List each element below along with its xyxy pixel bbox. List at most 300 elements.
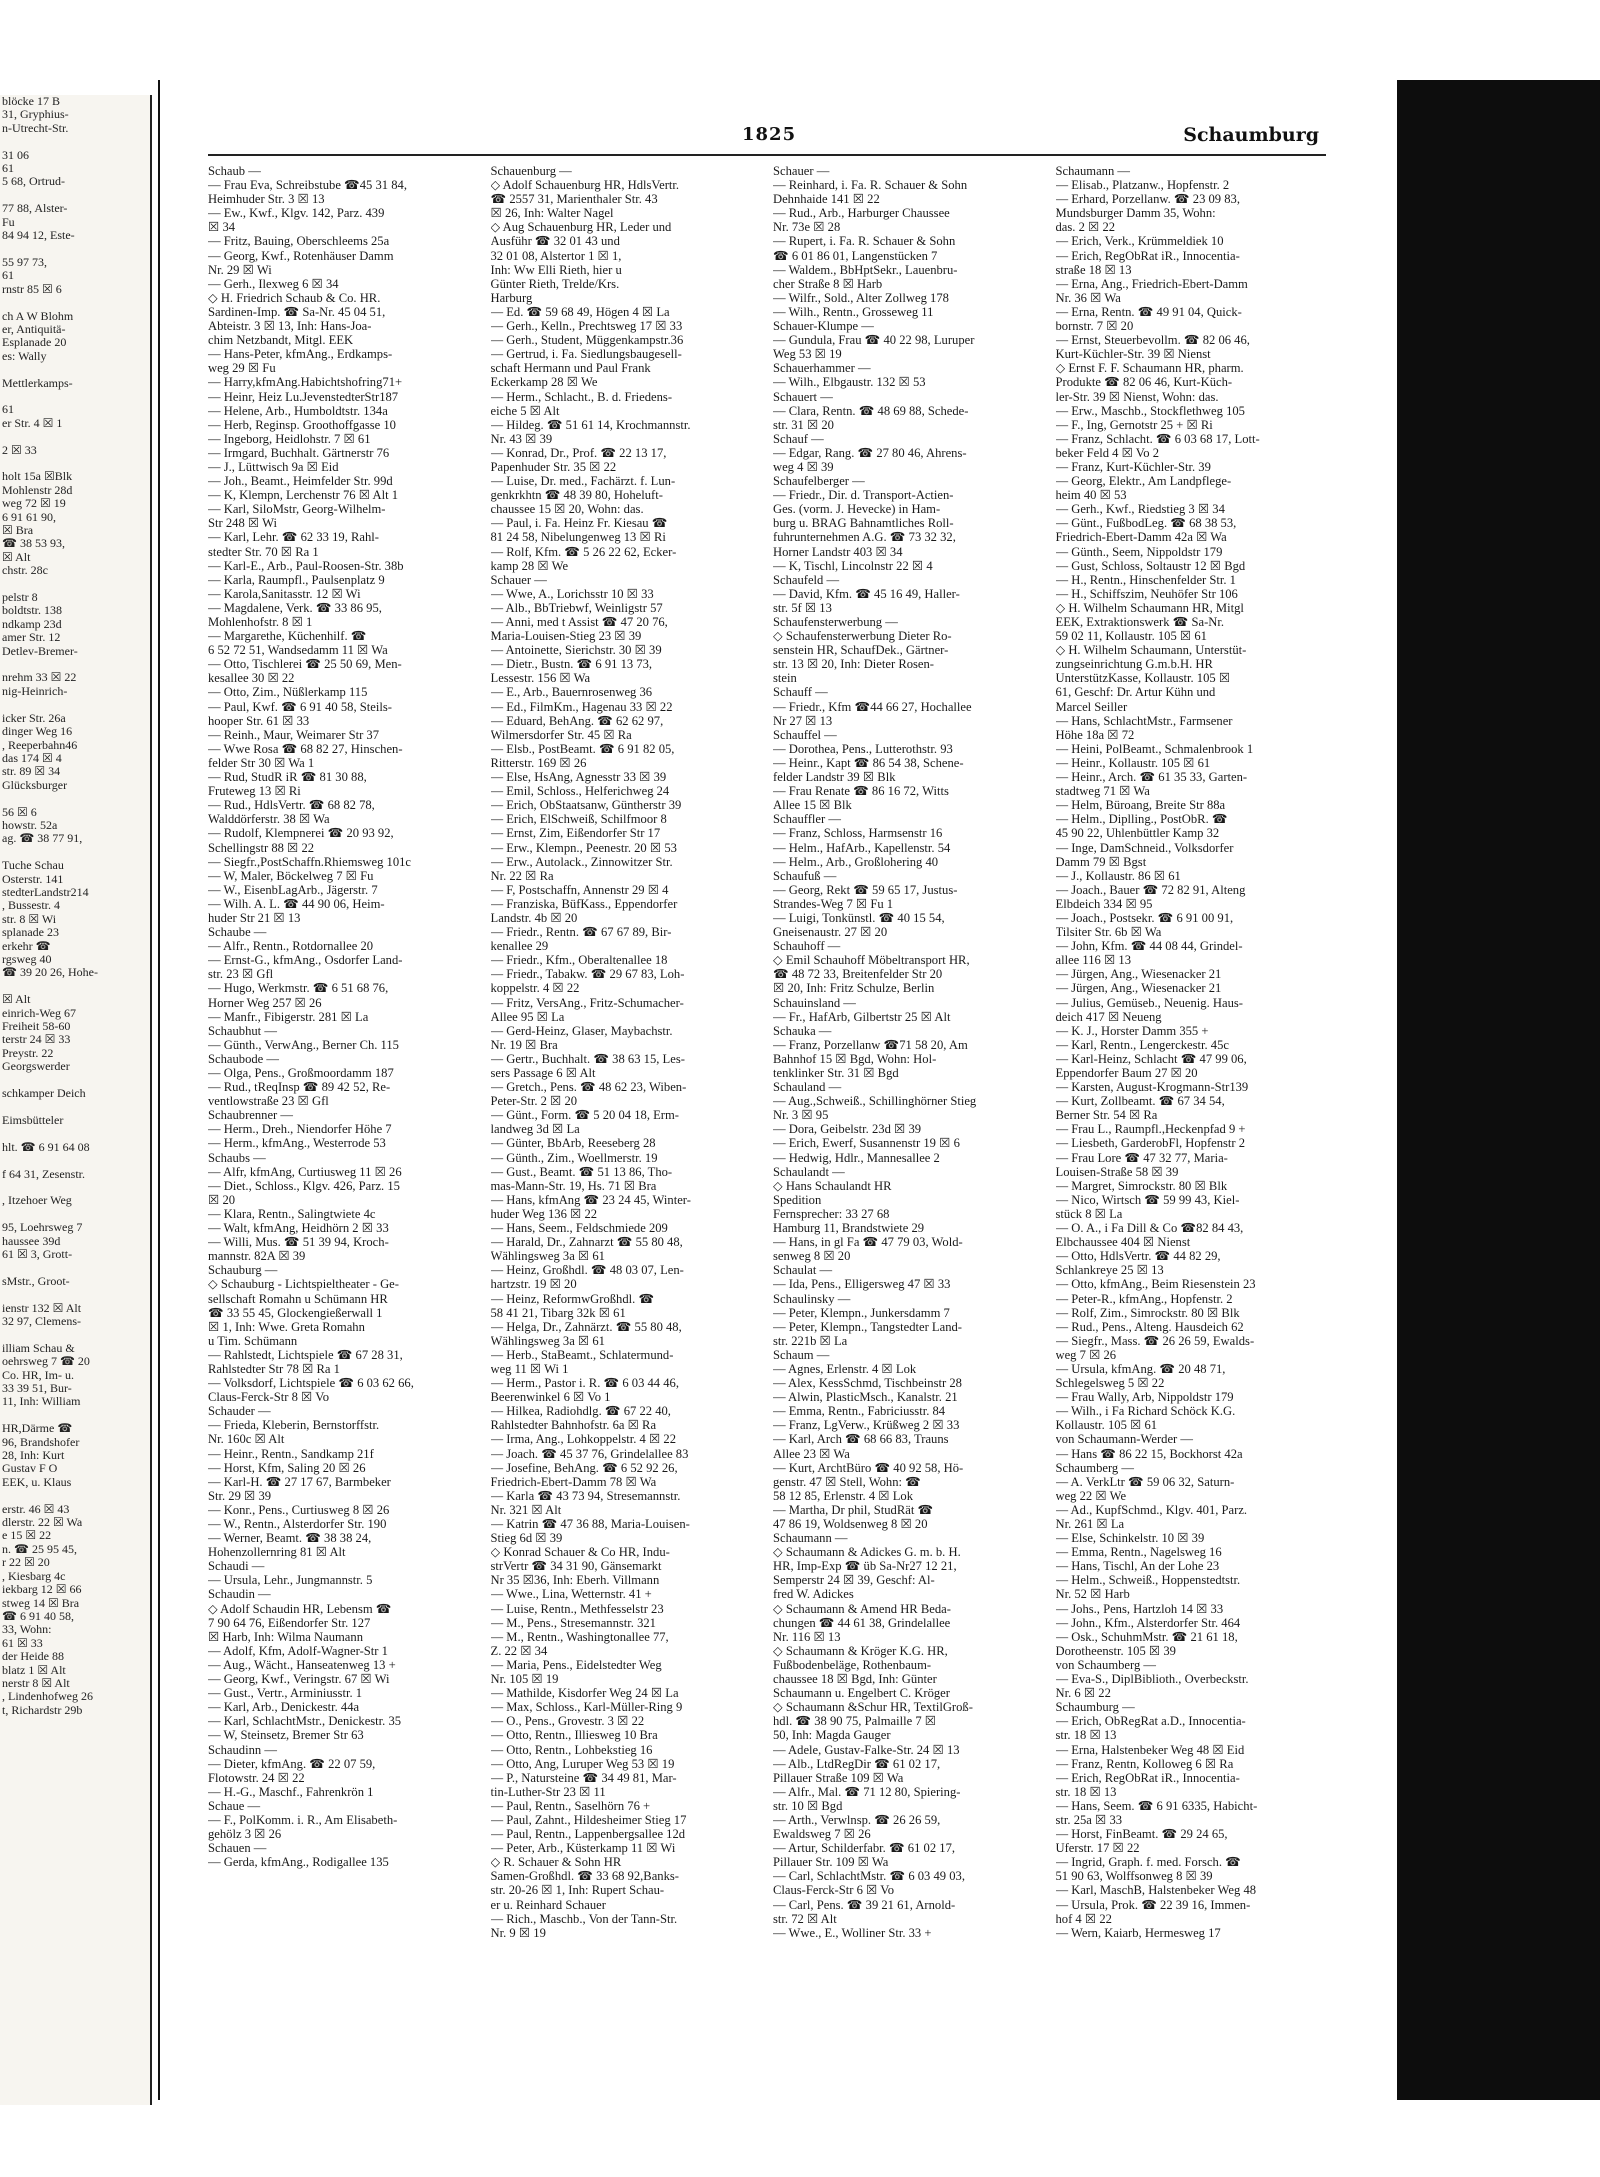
facing-page-line: blatz 1 ☒ Alt [2, 1662, 66, 1677]
directory-line: str. 31 ☒ 20 [773, 417, 834, 432]
directory-line: str. 18 ☒ 13 [1055, 1784, 1117, 1799]
directory-line: — Hugo, Werkmstr. ☎ 6 51 68 76, [208, 981, 389, 996]
directory-line: Hamburg 11, Brandstwiete 29 [773, 1221, 925, 1236]
facing-page-line: Mohlenstr 28d [2, 482, 73, 497]
directory-line: — Erich, ObStaatsanw, Güntherstr 39 [490, 798, 682, 813]
facing-page-line [0, 578, 150, 591]
directory-line: Ewaldsweg 7 ☒ 26 [773, 1827, 871, 1842]
directory-line: — W., EisenbLagArb., Jägerstr. 7 [208, 882, 378, 897]
directory-line: ☒ 26, Inh: Walter Nagel [490, 206, 614, 221]
directory-line: Nr 35 ☒36, Inh: Eberh. Villmann [490, 1573, 660, 1588]
facing-page-line: ☒ Alt [2, 992, 31, 1007]
directory-line: Z. 22 ☒ 34 [490, 1643, 548, 1658]
page-header [160, 124, 1397, 154]
directory-line: Louisen-Straße 58 ☒ 39 [1055, 1164, 1179, 1179]
directory-line: — Joach. ☎ 45 37 76, Grindelallee 83 [490, 1446, 689, 1461]
directory-line: — Wwe, A., Lorichsstr 10 ☒ 33 [490, 586, 654, 601]
directory-line: Beerenwinkel 6 ☒ Vo 1 [490, 1390, 611, 1405]
directory-line: Nr. 36 ☒ Wa [1055, 290, 1121, 305]
facing-page-line: 33 39 51, Bur- [2, 1381, 72, 1395]
directory-line: hof 4 ☒ 22 [1055, 1911, 1112, 1926]
directory-line: Walddörferstr. 38 ☒ Wa [208, 812, 330, 827]
directory-line: — Erich, ObRegRat a.D., Innocentia- [1055, 1714, 1246, 1729]
facing-page-line: n. ☎ 25 95 45, [2, 1541, 77, 1556]
directory-line: stadtweg 71 ☒ Wa [1055, 784, 1150, 799]
facing-page-line: schkamper Deich [2, 1086, 86, 1101]
facing-page-line: 33, Wohn: [2, 1622, 52, 1637]
directory-line: — Franz, Kurt-Küchler-Str. 39 [1055, 459, 1211, 474]
directory-line: ◇ R. Schauer & Sohn HR [490, 1855, 622, 1870]
directory-line: ◇ Schauburg - Lichtspieltheater - Ge- [208, 1277, 399, 1292]
directory-line: Nr. 73e ☒ 28 [773, 220, 841, 235]
directory-line: — Heini, PolBeamt., Schmalenbrook 1 [1055, 741, 1254, 756]
directory-line: Elbchaussee 404 ☒ Nienst [1055, 1235, 1191, 1250]
facing-page-line: weg 72 ☒ 19 [2, 496, 66, 511]
directory-line: er u. Reinhard Schauer [490, 1897, 606, 1912]
directory-line: ◇ H. Wilhelm Schaumann, Unterstüt- [1055, 643, 1247, 658]
directory-line: — Wilh., i Fa Richard Schöck K.G. [1055, 1404, 1236, 1419]
facing-page-line: Esplanade 20 [2, 335, 67, 350]
directory-line: — W, Steinsetz, Bremer Str 63 [208, 1728, 364, 1743]
directory-line: — Emma, Rentn., Fabriciusstr. 84 [773, 1404, 946, 1419]
directory-line: — W., Rentn., Alsterdorfer Str. 190 [208, 1517, 387, 1531]
directory-line: — Dora, Geibelstr. 23d ☒ 39 [773, 1122, 922, 1137]
directory-line: beker Feld 4 ☒ Vo 2 [1055, 445, 1160, 460]
facing-page-line: rnstr 85 ☒ 6 [2, 281, 62, 296]
directory-line: Allee 15 ☒ Blk [773, 798, 852, 813]
directory-line: Schauerhammer — [773, 361, 871, 376]
directory-line: — Günth., Zim., Woellmerstr. 19 [490, 1150, 658, 1165]
facing-page-line: 11, Inh: William [2, 1394, 81, 1409]
facing-page-line: Osterstr. 141 [2, 871, 64, 886]
facing-page-line: boldtstr. 138 [2, 603, 63, 618]
directory-line: — Franz, Rentn, Kolloweg 6 ☒ Ra [1055, 1756, 1234, 1771]
facing-page-line: , Reeperbahn46 [2, 737, 78, 752]
facing-page-line [0, 390, 150, 403]
directory-line: — Günth., VerwAng., Berner Ch. 115 [208, 1037, 399, 1052]
directory-line: 32 01 08, Alstertor 1 ☒ 1, [490, 248, 622, 263]
directory-line: sellschaft Romahn u Schümann HR [208, 1291, 388, 1306]
directory-line: Schaubs — [208, 1150, 266, 1165]
directory-line: Allee 95 ☒ La [490, 1009, 565, 1024]
directory-line: — Fritz, VersAng., Fritz-Schumacher- [490, 995, 684, 1010]
directory-line: — Jürgen, Ang., Wiesenacker 21 [1055, 981, 1222, 996]
directory-line: — Aug.,Schweiß., Schillinghörner Stieg [773, 1094, 977, 1109]
directory-line: — M., Rentn., Washingtonallee 77, [490, 1629, 669, 1644]
directory-line: — Günt., Form. ☎ 5 20 04 18, Erm- [490, 1108, 679, 1123]
facing-page-line [0, 1154, 150, 1167]
directory-line: Schaufeld — [773, 572, 840, 587]
directory-line: — Adolf, Kfm, Adolf-Wagner-Str 1 [208, 1643, 388, 1658]
directory-line: — Paul, Kwf. ☎ 6 91 40 58, Steils- [208, 699, 392, 714]
directory-line: — Wern, Kaiarb, Hermesweg 17 [1055, 1925, 1221, 1940]
directory-line: Dorotheenstr. 105 ☒ 39 [1055, 1643, 1176, 1658]
directory-line: Abteistr. 3 ☒ 13, Inh: Hans-Joa- [208, 319, 372, 334]
directory-line: Weg 53 ☒ 19 [773, 347, 842, 362]
directory-line: — Ursula, kfmAng. ☎ 20 48 71, [1055, 1361, 1226, 1376]
directory-line: — Georg, Kwf., Rotenhäuser Damm [208, 248, 394, 263]
directory-line: — Arth., Verwlnsp. ☎ 26 26 59, [773, 1812, 941, 1827]
directory-line: — Luise, Dr. med., Fachärzt. f. Lun- [490, 474, 676, 489]
directory-line: Berner Str. 54 ☒ Ra [1055, 1108, 1158, 1123]
directory-line: Schlegelsweg 5 ☒ 22 [1055, 1376, 1165, 1391]
page-number: 1825 [742, 124, 797, 145]
directory-line: ◇ H. Friedrich Schaub & Co. HR. [208, 290, 381, 305]
directory-line: — H., Schiffszim, Neuhöfer Str 106 [1055, 586, 1238, 601]
directory-line: — Otto, Rentn., Illiesweg 10 Bra [490, 1728, 658, 1743]
directory-line: — Erw., Maschb., Stockflethweg 105 [1055, 403, 1245, 418]
directory-line: ◇ Adolf Schaudin HR, Lebensm ☎ [208, 1601, 392, 1616]
facing-page-line: ☒ Alt [2, 549, 31, 564]
directory-line: ◇ Hans Schaulandt HR [773, 1178, 892, 1193]
directory-line: Dehnhaide 141 ☒ 22 [773, 192, 880, 207]
directory-line: — Karl, Lehr. ☎ 62 33 19, Rahl- [208, 530, 379, 545]
directory-line: — Paul, Zahnt., Hildesheimer Stieg 17 [490, 1812, 687, 1827]
directory-line: kesallee 30 ☒ 22 [208, 671, 295, 686]
directory-line: — Erw., Klempn., Peenestr. 20 ☒ 53 [490, 840, 677, 855]
facing-page-line: terstr 24 ☒ 33 [2, 1032, 71, 1047]
facing-page-line: , Bussestr. 4 [2, 898, 61, 913]
directory-line: — Erich, ElSchweiß, Schilfmoor 8 [490, 812, 667, 827]
directory-line: huder Str 21 ☒ 13 [208, 910, 301, 925]
directory-line: — Erich, RegObRat iR., Innocentia- [1055, 1770, 1240, 1785]
directory-line: ☎ 33 55 45, Glockengießerwall 1 [208, 1305, 383, 1320]
directory-line: — Rud., Pens., Alteng. Hausdeich 62 [1055, 1319, 1244, 1334]
facing-page-line: , Lindenhofweg 26 [2, 1689, 93, 1704]
directory-line: — Eva-S., DiplBiblioth., Overbeckstr. [1055, 1672, 1249, 1687]
directory-line: Bahnhof 15 ☒ Bgd, Wohn: Hol- [773, 1051, 937, 1066]
directory-line: stein [773, 671, 797, 686]
directory-line: ☒ 1, Inh: Wwe. Greta Romahn [208, 1319, 365, 1334]
directory-line: — Artur, Schilderfabr. ☎ 61 02 17, [773, 1841, 956, 1856]
facing-page-line [0, 980, 150, 993]
directory-line: — Peter, Klempn., Tangstedter Land- [773, 1319, 962, 1334]
directory-line: ◇ Ernst F. F. Schaumann HR, pharm. [1055, 361, 1244, 376]
directory-line: genstr. 47 ☒ Stell, Wohn: ☎ [773, 1474, 921, 1489]
directory-line: Schaumburg — [1055, 1700, 1135, 1715]
directory-line: Schaulinsky — [773, 1291, 851, 1306]
directory-line: — Ingeborg, Heidlohstr. 7 ☒ 61 [208, 431, 371, 446]
directory-line: — Hans, SchlachtMstr., Farmsener [1055, 713, 1233, 728]
facing-page-line: 95, Loehrsweg 7 [2, 1220, 83, 1235]
facing-page-line: 28, Inh: Kurt [2, 1448, 65, 1463]
facing-page-line: es: Wally [2, 348, 47, 363]
facing-page-line: Preystr. 22 [2, 1045, 54, 1060]
directory-line: ◇ Adolf Schauenburg HR, HdlsVertr. [490, 178, 680, 193]
directory-line: Tilsiter Str. 6b ☒ Wa [1055, 925, 1162, 940]
directory-line: Nr. 160c ☒ Alt [208, 1432, 285, 1447]
facing-page-line: ch A W Blohm [2, 308, 74, 323]
directory-line: Schaube — [208, 925, 267, 940]
directory-line: Str. 29 ☒ 39 [208, 1488, 272, 1503]
facing-page-line: 6 91 61 90, [2, 509, 56, 524]
directory-line: — Alex, KessSchmd, Tischbeinstr 28 [773, 1376, 962, 1391]
facing-page-line: nig-Heinrich- [2, 683, 68, 698]
directory-line: — Heinr, Heiz Lu.JevenstedterStr187 [208, 389, 399, 404]
directory-line: ☎ 2557 31, Marienthaler Str. 43 [490, 192, 658, 207]
facing-page-line: Georgswerder [2, 1059, 70, 1074]
directory-line: Schauer — [490, 572, 547, 587]
directory-line: — Irmgard, Buchhalt. Gärtnerstr 76 [208, 445, 390, 460]
directory-line: cher Straße 8 ☒ Harb [773, 276, 883, 291]
facing-page-line: Tuche Schau [2, 858, 64, 873]
directory-line: — Helm., Schweiß., Hoppenstedtstr. [1055, 1573, 1241, 1588]
directory-line: — Kurt, ArchtBüro ☎ 40 92 58, Hö- [773, 1460, 964, 1475]
directory-line: — Konrad, Dr., Prof. ☎ 22 13 17, [490, 445, 667, 460]
directory-line: Hohenzollernring 81 ☒ Alt [208, 1545, 346, 1560]
directory-line: Rahlstedter Bahnhofstr. 6a ☒ Ra [490, 1418, 657, 1433]
directory-line: — Fr., HafArb, Gilbertstr 25 ☒ Alt [773, 1009, 951, 1024]
directory-line: weg 7 ☒ 26 [1055, 1347, 1117, 1362]
facing-page-line: str. 89 ☒ 34 [2, 764, 61, 779]
column-4 [1056, 164, 1327, 2084]
directory-line: — Wwe., Lina, Wetternstr. 41 + [490, 1587, 652, 1602]
directory-line: Fernsprecher: 33 27 68 [773, 1206, 890, 1221]
facing-page-line: Co. HR, Im- u. [2, 1367, 74, 1382]
facing-page-line: 96, Brandshofer [2, 1434, 80, 1449]
directory-line: zungseinrichtung G.m.b.H. HR [1055, 657, 1213, 672]
directory-line: — Herm., kfmAng., Westerrode 53 [208, 1136, 386, 1151]
directory-line: — Emil, Schloss., Helferichweg 24 [490, 784, 670, 799]
directory-line: — Otto, Rentn., Lohbekstieg 16 [490, 1742, 653, 1757]
directory-line: Horner Weg 257 ☒ 26 [208, 995, 322, 1010]
facing-page-line: iekbarg 12 ☒ 66 [2, 1582, 82, 1597]
directory-line: Schaumberg — [1055, 1460, 1134, 1475]
directory-line: — Else, HsAng, Agnesstr 33 ☒ 39 [490, 770, 667, 785]
directory-line: — Hans, Tischl, An der Lohe 23 [1055, 1559, 1220, 1574]
directory-line: — Karl, Arb., Denickestr. 44a [208, 1700, 360, 1715]
directory-line: Schaudinn — [208, 1742, 277, 1757]
directory-line: — Rud, StudR iR ☎ 81 30 88, [208, 770, 367, 785]
directory-line: heim 40 ☒ 53 [1055, 488, 1127, 503]
column-3 [773, 164, 1044, 2084]
directory-line: ☒ Harb, Inh: Wilma Naumann [208, 1629, 363, 1644]
directory-line: str. 20-26 ☒ 1, Inh: Rupert Schau- [490, 1883, 665, 1898]
directory-line: Nr. 3 ☒ 95 [773, 1108, 829, 1123]
directory-line: kamp 28 ☒ We [490, 558, 569, 573]
directory-line: — Alwin, PlasticMsch., Kanalstr. 21 [773, 1390, 958, 1405]
directory-line: fuhrunternehmen A.G. ☎ 73 32 32, [773, 530, 956, 545]
directory-line: Pillauer Str. 109 ☒ Wa [773, 1855, 889, 1870]
directory-line: — Dieter, kfmAng. ☎ 22 07 59, [208, 1756, 376, 1771]
facing-page-line: ienstr 132 ☒ Alt [2, 1300, 82, 1315]
directory-line: weg 4 ☒ 39 [773, 459, 834, 474]
directory-line: — Paul, Rentn., Saselhörn 76 + [490, 1798, 651, 1813]
directory-line: 50, Inh: Magda Gauger [773, 1728, 891, 1743]
directory-line: — Franz, Schloss, Harmsenstr 16 [773, 826, 943, 841]
facing-page-line [0, 1074, 150, 1087]
directory-line: Wählingsweg 3a ☒ 61 [490, 1333, 605, 1348]
directory-line: — Karl, Arch ☎ 68 66 83, Trauns [773, 1432, 949, 1447]
directory-line: 47 86 19, Woldsenweg 8 ☒ 20 [773, 1517, 928, 1531]
directory-line: — Gerh., Kelln., Prechtsweg 17 ☒ 33 [490, 319, 683, 334]
directory-line: — Georg, Rekt ☎ 59 65 17, Justus- [773, 882, 958, 897]
directory-line: — Joach., Bauer ☎ 72 82 91, Alteng [1055, 882, 1246, 897]
directory-line: — Erich, Verk., Krümmeldiek 10 [1055, 234, 1224, 249]
directory-line: — Jürgen, Ang., Wiesenacker 21 [1055, 967, 1222, 982]
directory-line: — Franz, Schlacht. ☎ 6 03 68 17, Lott- [1055, 431, 1260, 446]
directory-line: — Friedr., Rentn. ☎ 67 67 89, Bir- [490, 925, 672, 940]
directory-line: — Franz, Porzellanw ☎71 58 20, Am [773, 1037, 968, 1052]
facing-page-line: erstr. 46 ☒ 43 [2, 1501, 70, 1516]
facing-page-line: Fu [2, 214, 15, 229]
directory-line: — Erich, Ewerf, Susannenstr 19 ☒ 6 [773, 1136, 960, 1151]
directory-line: — Gretch., Pens. ☎ 48 62 23, Wiben- [490, 1080, 687, 1095]
directory-columns [208, 164, 1326, 2084]
directory-line: Günter Rieth, Trelde/Krs. [490, 276, 620, 291]
directory-line: Ausführ ☎ 32 01 43 und [490, 234, 620, 249]
directory-line: — Heinr., Rentn., Sandkamp 21f [208, 1446, 374, 1461]
directory-line: — Helene, Arb., Humboldtstr. 134a [208, 403, 388, 418]
directory-line: allee 116 ☒ 13 [1055, 953, 1132, 968]
directory-line: — Hans, Seem., Feldschmiede 209 [490, 1221, 668, 1236]
facing-page-line: oehrsweg 7 ☎ 20 [2, 1354, 90, 1369]
scan-border [1395, 80, 1600, 2100]
directory-line: — Werner, Beamt. ☎ 38 38 24, [208, 1531, 372, 1546]
column-2 [491, 164, 762, 2084]
directory-line: Schaumann u. Engelbert C. Kröger [773, 1686, 950, 1701]
directory-line: — Erw., Autolack., Zinnowitzer Str. [490, 854, 673, 869]
directory-line: — Clara, Rentn. ☎ 48 69 88, Schede- [773, 403, 969, 418]
facing-page-line: 61 [2, 402, 14, 417]
facing-page-line: 31 06 [2, 147, 29, 162]
facing-page-line: ☒ Bra [2, 523, 34, 537]
running-head: Schaumburg [1183, 124, 1319, 146]
directory-line: — Karl-E., Arb., Paul-Roosen-Str. 38b [208, 558, 404, 573]
directory-line: Eppendorfer Baum 27 ☒ 20 [1055, 1066, 1198, 1080]
directory-line: — H., Rentn., Hinschenfelder Str. 1 [1055, 572, 1236, 587]
directory-line: — Peter, Arb., Küsterkamp 11 ☒ Wi [490, 1841, 676, 1856]
directory-line: — Harald, Dr., Zahnarzt ☎ 55 80 48, [490, 1235, 683, 1250]
directory-line: — Gust., Vertr., Arminiusstr. 1 [208, 1686, 363, 1701]
directory-line: Schlankreye 25 ☒ 13 [1055, 1263, 1164, 1278]
directory-line: — Karl, SiloMstr, Georg-Wilhelm- [208, 502, 386, 517]
directory-line: von Schaumberg — [1055, 1657, 1157, 1672]
directory-line: — Luise, Rentn., Methfesselstr 23 [490, 1601, 664, 1616]
directory-line: ◇ Schaumann &Schur HR, TextilGroß- [773, 1700, 973, 1715]
directory-line: sers Passage 6 ☒ Alt [490, 1066, 596, 1080]
facing-page-line: Freiheit 58-60 [2, 1019, 71, 1034]
facing-page-line: hlt. ☎ 6 91 64 08 [2, 1139, 90, 1154]
directory-line: Nr. 19 ☒ Bra [490, 1037, 558, 1052]
directory-line: Papenhuder Str. 35 ☒ 22 [490, 459, 617, 474]
facing-page-line [0, 189, 150, 202]
facing-page-line: holt 15a ☒Blk [2, 469, 73, 484]
directory-line: — David, Kfm. ☎ 45 16 49, Haller- [773, 586, 960, 601]
directory-line: — Karla ☎ 43 73 94, Stresemannstr. [490, 1488, 681, 1503]
directory-line: — Paul, i. Fa. Heinz Fr. Kiesau ☎ [490, 516, 668, 531]
directory-line: — J., Kollaustr. 86 ☒ 61 [1055, 868, 1181, 883]
facing-page-line: 61 [2, 161, 14, 176]
directory-line: — Waldem., BbHptSekr., Lauenbru- [773, 262, 958, 277]
facing-page-line [0, 1288, 150, 1301]
directory-line: — Friedr., Dir. d. Transport-Actien- [773, 488, 954, 503]
directory-line: straße 18 ☒ 13 [1055, 262, 1132, 277]
directory-line: — Olga, Pens., Großmoordamm 187 [208, 1066, 394, 1080]
directory-line: — Günt., FußbodLeg. ☎ 68 38 53, [1055, 516, 1237, 531]
directory-line: — Erna, Rentn. ☎ 49 91 04, Quick- [1055, 304, 1242, 319]
directory-line: — K, Klempn, Lerchenstr 76 ☒ Alt 1 [208, 488, 399, 503]
facing-page-line: howstr. 52a [2, 817, 58, 832]
directory-line: — Erhard, Porzellanw. ☎ 23 09 83, [1055, 192, 1240, 207]
facing-page-line: ag. ☎ 38 77 91, [2, 831, 83, 846]
directory-line: — Margarethe, Küchenhilf. ☎ [208, 629, 367, 644]
directory-line: Nr. 6 ☒ 22 [1055, 1686, 1111, 1701]
directory-line: Claus-Ferck-Str 6 ☒ Vo [773, 1883, 895, 1898]
directory-line: fred W. Adickes [773, 1587, 854, 1602]
facing-page-line: ☎ 38 53 93, [2, 536, 65, 551]
directory-line: — Manfr., Fibigerstr. 281 ☒ La [208, 1009, 369, 1024]
directory-line: — Karl-H. ☎ 27 17 67, Barmbeker [208, 1474, 391, 1489]
directory-line: ☎ 48 72 33, Breitenfelder Str 20 [773, 967, 943, 982]
directory-line: — Irma, Ang., Lohkoppelstr. 4 ☒ 22 [490, 1432, 676, 1447]
directory-line: Schellingstr 88 ☒ 22 [208, 840, 315, 855]
directory-line: — Friedr., Tabakw. ☎ 29 67 83, Loh- [490, 967, 685, 982]
facing-page-line: Detlev-Bremer- [2, 643, 78, 658]
header-rule [208, 154, 1326, 156]
directory-line: chim Netzbandt, Mitgl. EEK [208, 333, 354, 348]
directory-line: — F., PolKomm. i. R., Am Elisabeth- [208, 1812, 398, 1827]
facing-page-line: 5 68, Ortrud- [2, 174, 65, 189]
directory-line: — Dietr., Bustn. ☎ 6 91 13 73, [490, 657, 653, 672]
directory-line: Fruteweg 13 ☒ Ri [208, 784, 301, 799]
directory-line: — Alfr., Mal. ☎ 71 12 80, Spiering- [773, 1784, 961, 1799]
directory-line: deich 417 ☒ Neueng [1055, 1009, 1162, 1024]
directory-line: Schaufelberger — [773, 474, 865, 489]
facing-page-line: icker Str. 26a [2, 710, 66, 725]
directory-line: — Ingrid, Graph. f. med. Forsch. ☎ [1055, 1855, 1241, 1870]
directory-line: — Liesbeth, GarderobFl, Hopfenstr 2 [1055, 1136, 1246, 1151]
directory-line: stück 8 ☒ La [1055, 1206, 1123, 1221]
facing-page-line: 32 97, Clemens- [2, 1313, 81, 1328]
directory-line: Friedrich-Ebert-Damm 78 ☒ Wa [490, 1474, 657, 1489]
facing-page-line [0, 792, 150, 805]
facing-page-line: dlerstr. 22 ☒ Wa [2, 1515, 83, 1530]
directory-line: ◇ Konrad Schauer & Co HR, Indu- [490, 1545, 670, 1560]
facing-page-line: der Heide 88 [2, 1649, 64, 1664]
directory-line: — Ed., FilmKm., Hagenau 33 ☒ 22 [490, 699, 673, 714]
directory-line: Schaulandt — [773, 1164, 845, 1179]
directory-line: — Karl-Heinz, Schlacht ☎ 47 99 06, [1055, 1051, 1247, 1066]
directory-line: — Anni, med t Assist ☎ 47 20 76, [490, 615, 668, 629]
directory-line: — Erna, Ang., Friedrich-Ebert-Damm [1055, 276, 1248, 291]
directory-line: — Georg, Elektr., Am Landpflege- [1055, 474, 1232, 489]
directory-line: — Magdalene, Verk. ☎ 33 86 95, [208, 600, 382, 615]
directory-line: — Karl, Rentn., Lengerckestr. 45c [1055, 1037, 1229, 1052]
directory-line: Wilmersdorfer Str. 45 ☒ Ra [490, 727, 632, 742]
directory-line: — Walt, kfmAng, Heidhörn 2 ☒ 33 [208, 1221, 389, 1236]
directory-line: — Herm., Dreh., Niendorfer Höhe 7 [208, 1122, 392, 1137]
directory-line: — P., Natursteine ☎ 34 49 81, Mar- [490, 1770, 677, 1785]
directory-line: — Frau Wally, Arb, Nippoldstr 179 [1055, 1390, 1234, 1405]
directory-line: Schauenburg — [490, 164, 572, 178]
facing-page-line [0, 658, 150, 671]
facing-page-line: blöcke 17 B [2, 95, 60, 108]
directory-line: — O., Pens., Grovestr. 3 ☒ 22 [490, 1714, 645, 1729]
directory-line: — Peter-R., kfmAng., Hopfenstr. 2 [1055, 1291, 1233, 1306]
directory-line: — Ernst, Zim, Eißendorfer Str 17 [490, 826, 661, 841]
directory-line: Maria-Louisen-Stieg 23 ☒ 39 [490, 629, 642, 644]
directory-line: — Reinhard, i. Fa. R. Schauer & Sohn [773, 178, 968, 193]
directory-line: — Alfr, kfmAng, Curtiusweg 11 ☒ 26 [208, 1164, 402, 1179]
directory-line: landweg 3d ☒ La [490, 1122, 580, 1137]
directory-line: — Frieda, Kleberin, Bernstorffstr. [208, 1418, 380, 1433]
directory-line: — Katrin ☎ 47 36 88, Maria-Louisen- [490, 1517, 690, 1531]
directory-line: mannstr. 82A ☒ 39 [208, 1249, 306, 1264]
directory-line: — Wwe., E., Wolliner Str. 33 + [773, 1925, 932, 1940]
directory-line: — Aug., Wächt., Hanseatenweg 13 + [208, 1657, 396, 1672]
directory-line: Mundsburger Damm 35, Wohn: [1055, 206, 1216, 221]
